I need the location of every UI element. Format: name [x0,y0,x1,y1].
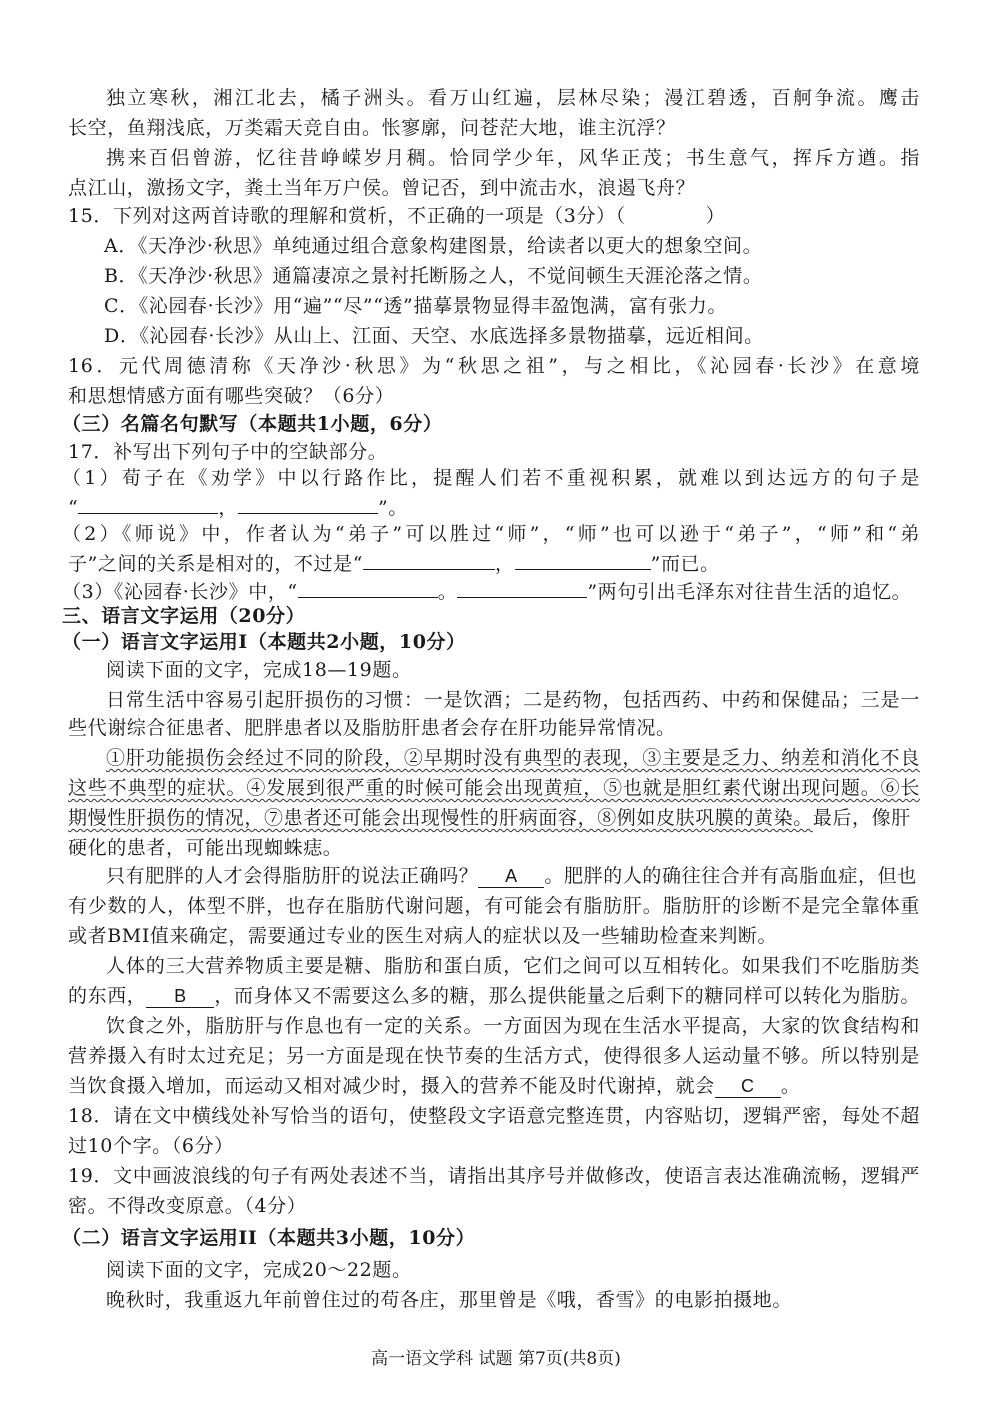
para-6: 晚秋时，我重返九年前曾住过的苟各庄，那里曾是《哦，香雪》的电影拍摄地。 [106,1289,793,1311]
para-5-line-2: 营养摄入有时太过充足；另一方面是现在快节奏的生活方式，使得很多人运动量不够。所以特别是 [68,1045,920,1067]
blank-2[interactable] [238,491,378,514]
sub-2-heading: （二）语言文字运用II（本题共3小题，10分） [62,1227,476,1249]
q17-item-1-line-2: “ ， ”。 [68,491,408,521]
q18-line-1: 18．请在文中横线处补写恰当的语句，使整段文字语意完整连贯，内容贴切，逻辑严密，每处不超 [68,1105,920,1127]
part-3-heading: 三、语言文字运用（20分） [62,605,306,627]
poem-line-1: 独立寒秋，湘江北去，橘子洲头。看万山红遍，层林尽染；漫江碧透，百舸争流。鹰击 [106,87,920,109]
blank-5[interactable] [298,575,438,598]
para-2-line-3: 期慢性肝损伤的情况，⑦患者还可能会出现慢性的肝病面容，⑧例如皮肤巩膜的黄染。最后，像肝 [68,807,911,829]
read-instruction-2: 阅读下面的文字，完成20～22题。 [106,1259,412,1281]
q17-item-1-line-1: （1）荀子在《劝学》中以行路作比，提醒人们若不重视积累，就难以到达远方的句子是 [62,467,920,489]
q16-line-1: 16．元代周德清称《天净沙·秋思》为“秋思之祖”，与之相比，《沁园春·长沙》在意境 [68,355,920,377]
poem-line-3: 携来百侣曾游，忆往昔峥嵘岁月稠。恰同学少年，风华正茂；书生意气，挥斥方遒。指 [106,147,920,169]
blank-3[interactable] [363,547,495,570]
q18-line-2: 过10个字。（6分） [68,1135,234,1157]
q17-item-3: （3）《沁园春·长沙》中，“ 。 ”两句引出毛泽东对往昔生活的追忆。 [62,575,911,605]
para-5-line-1: 饮食之外，脂肪肝与作息也有一定的关系。一方面因为现在生活水平提高，大家的饮食结构和 [106,1015,920,1037]
blank-6[interactable] [457,575,587,598]
q15-option-d: D．《沁园春·长沙》从山上、江面、天空、水底选择多景物描摹，远近相间。 [104,325,764,347]
para-3-line-1: 只有肥胖的人才会得脂肪肝的说法正确吗？ A 。肥胖的人的确往往合并有高脂血症，但也 [106,865,917,887]
fill-blank-b[interactable]: B [146,985,214,1008]
q17-item-2-line-2: 子”之间的关系是相对的，不过是“ ， ”而已。 [68,547,720,577]
q16-line-2: 和思想情感方面有哪些突破？（6分） [68,385,395,407]
para-1-line-1: 日常生活中容易引起肝损伤的习惯：一是饮酒；二是药物，包括西药、中药和保健品；三是一 [106,689,920,711]
q17-item-2-line-1: （2）《师说》中，作者认为“弟子”可以胜过“师”，“师”也可以逊于“弟子”，“师”和“弟 [62,523,920,545]
fill-blank-c[interactable]: C [715,1075,781,1098]
q15-stem: 15．下列对这两首诗歌的理解和赏析，不正确的一项是（3分）（ ） [68,205,726,227]
q15-option-a: A．《天净沙·秋思》单纯通过组合意象构建图景，给读者以更大的想象空间。 [104,235,763,257]
para-2-line-1: ①肝功能损伤会经过不同的阶段，②早期时没有典型的表现，③主要是乏力、纳差和消化不良 [106,747,920,769]
blank-4[interactable] [515,547,651,570]
para-3-line-3: 或者BMI值来确定，需要通过专业的医生对病人的症状以及一些辅助检查来判断。 [68,925,778,947]
poem-line-4: 点江山，激扬文字，粪土当年万户侯。曾记否，到中流击水，浪遏飞舟？ [68,177,696,199]
q17-stem: 17．补写出下列句子中的空缺部分。 [68,441,388,463]
para-5-line-3: 当饮食摄入增加，而运动又相对减少时，摄入的营养不能及时代谢掉，就会 C 。 [68,1075,801,1097]
para-2-line-2: 这些不典型的症状。④发展到很严重的时候可能会出现黄疸，⑤也就是胆红素代谢出现问题。⑥长 [68,777,920,799]
sub-1-heading: （一）语言文字运用Ⅰ（本题共2小题，10分） [62,631,466,653]
para-2-line-4: 硬化的患者，可能出现蜘蛛痣。 [68,837,343,859]
read-instruction-1: 阅读下面的文字，完成18—19题。 [106,659,412,681]
section-3-heading: （三）名篇名句默写（本题共1小题，6分） [62,413,443,435]
blank-1[interactable] [78,491,218,514]
para-1-line-2: 些代谢综合征患者、肥胖患者以及脂肪肝患者会存在肝功能异常情况。 [68,717,676,739]
poem-line-2: 长空，鱼翔浅底，万类霜天竞自由。怅寥廓，问苍茫大地，谁主沉浮？ [68,117,676,139]
q15-option-b: B．《天净沙·秋思》通篇凄凉之景衬托断肠之人，不觉间顿生天涯沦落之情。 [104,265,763,287]
para-3-line-2: 有少数的人，体型不胖，也存在脂肪代谢问题，有可能会有脂肪肝。脂肪肝的诊断不是完全靠体重 [68,895,920,917]
para-4-line-2: 的东西， B ，而身体又不需要这么多的糖，那么提供能量之后剩下的糖同样可以转化为脂肪。 [68,985,921,1007]
fill-blank-a[interactable]: A [478,865,544,888]
q19-line-1: 19．文中画波浪线的句子有两处表述不当，请指出其序号并做修改，使语言表达准确流畅，逻辑严 [68,1165,920,1187]
q15-option-c: C．《沁园春·长沙》用“遍”“尽”“透”描摹景物显得丰盈饱满，富有张力。 [104,295,727,317]
page-footer: 高一语文学科 试题 第7页(共8页) [371,1349,621,1369]
q19-line-2: 密。不得改变原意。（4分） [68,1195,307,1217]
para-4-line-1: 人体的三大营养物质主要是糖、脂肪和蛋白质，它们之间可以互相转化。如果我们不吃脂肪类 [106,955,920,977]
